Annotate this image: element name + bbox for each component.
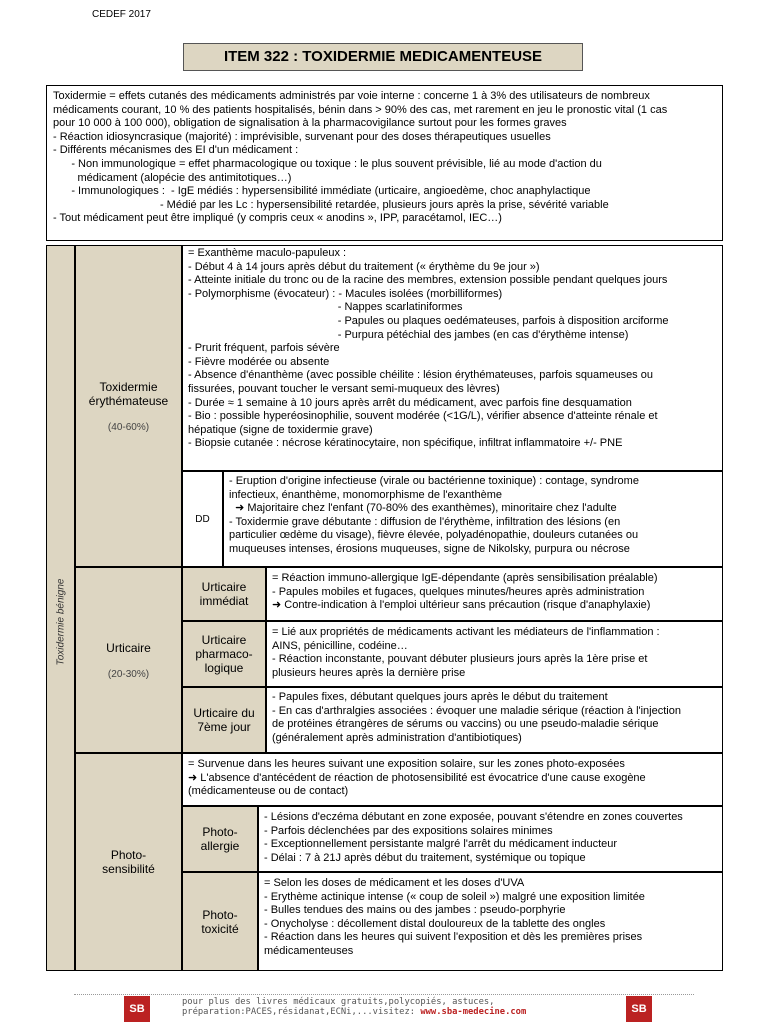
text-line: - Papules mobiles et fugaces, quelques minutes/heures après administration (272, 585, 645, 598)
side-label: Toxidermie bénigne (46, 245, 75, 971)
text-line: - Réaction idiosyncrasique (majorité) : imprévisible, survenant pour des doses thérapeutiques usuelles (53, 130, 551, 143)
text-line: - Absence d'énanthème (avec possible chéilite : lésion érythémateuses, parfois squameuses ou (188, 369, 653, 382)
text-line: - Différents mécanismes des EI d'un médicament : (53, 144, 299, 157)
footer-url[interactable]: www.sba-medecine.com (420, 1007, 527, 1017)
urt-pharm-content (266, 621, 723, 687)
urticaire-label: Urticaire (20-30%) (75, 567, 182, 753)
text-line: particulier œdème du visage), fièvre élevée, polyadénopathie, douleurs cutanées ou (229, 529, 639, 542)
text-line: - Erythème actinique intense (« coup de soleil ») malgré une exposition limitée (264, 890, 645, 903)
text-line: - Nappes scarlatiniformes (188, 301, 463, 314)
text-line: - Toxidermie grave débutante : diffusion de l'érythème, infiltration des lésions (en (229, 515, 621, 528)
footer-rule (74, 994, 694, 995)
text-line: de protéines étrangères de sérums ou vaccins) ou une pseudo-maladie sérique (272, 718, 659, 731)
text-line: - En cas d'arthralgies associées : évoquer une maladie sérique (réaction à l'injection (272, 704, 681, 717)
text-line: - Réaction dans les heures qui suivent l'exposition et dès les premières prises (264, 931, 643, 944)
photo-all-content (258, 806, 723, 872)
urt-pharm-label: Urticaire pharmaco-logique (182, 621, 266, 687)
text-line: AINS, pénicilline, codéine… (272, 639, 408, 652)
photo-all-label: Photo-allergie (182, 806, 258, 872)
text-line: muqueuses intenses, érosions muqueuses, signe de Nikolsky, purpura ou nécrose (229, 542, 630, 555)
urt-imm-label: Urticaire immédiat (182, 567, 266, 621)
text-line: (médicamenteuse ou de contact) (188, 785, 349, 798)
text-line: = Selon les doses de médicament et les doses d'UVA (264, 877, 525, 889)
text-line: ➜ Majoritaire chez l'enfant (70-80% des exanthèmes), minoritaire chez l'adulte (229, 502, 617, 515)
text-line: = Exanthème maculo-papuleux : (188, 247, 347, 259)
text-line: médicaments courant, 10 % des patients hospitalisés, bénin dans > 90% des cas, met rarement en jeu le pronostic vital (1 cas (53, 103, 668, 116)
toxidermie-content (182, 245, 723, 471)
text-line: - Parfois déclenchées par des expositions solaires minimes (264, 824, 553, 837)
text-line: - Médié par les Lc : hypersensibilité retardée, plusieurs jours après la prise, sévérité variable (53, 198, 609, 211)
text-line: infectieux, énanthème, monomorphisme de l'exanthème (229, 488, 502, 501)
text-line: médicamenteuses (264, 944, 354, 957)
text-line: - Non immunologique = effet pharmacologique ou toxique : le plus souvent prévisible, lié au mode d'action du (53, 157, 602, 170)
text-line: - Fièvre modérée ou absente (188, 355, 330, 368)
text-line: - Délai : 7 à 21J après début du traitement, systémique ou topique (264, 851, 586, 864)
text-line: hépatique (signe de toxidermie grave) (188, 423, 373, 436)
text-line: - Exceptionnellement persistante malgré l'arrêt du médicament inducteur (264, 838, 618, 851)
text-line: - Papules fixes, débutant quelques jours après le début du traitement (272, 691, 608, 703)
text-line: - Biopsie cutanée : nécrose kératinocytaire, non spécifique, infiltrat inflammatoire +/- PNE (188, 437, 623, 450)
text-line: = Réaction immuno-allergique IgE-dépendante (après sensibilisation préalable) (272, 572, 658, 584)
photo-tox-content (258, 872, 723, 971)
text-line: pour 10 000 à 100 000), obligation de signalisation à la pharmacovigilance surtout pour les formes graves (53, 117, 567, 130)
toxidermie-label: Toxidermie érythémateuse (40-60%) (75, 245, 182, 567)
text-line: ➜ Contre-indication à l'emploi ultérieur sans précaution (risque d'anaphylaxie) (272, 599, 651, 612)
urt-7-label: Urticaire du 7ème jour (182, 687, 266, 753)
page-title: ITEM 322 : TOXIDERMIE MEDICAMENTEUSE (183, 43, 583, 71)
intro-box (46, 85, 723, 241)
logo-right: SB (626, 996, 652, 1022)
text-line: - Papules ou plaques oedémateuses, parfois à disposition arciforme (188, 314, 669, 327)
logo-left: SB (124, 996, 150, 1022)
footer-text: pour plus des livres médicaux gratuits,polycopiés, astuces, préparation:PACES,résidanat,ECNi,...visitez: www.sba-medecine.com (182, 997, 527, 1017)
photo-label: Photo-sensibilité (75, 753, 182, 971)
text-line: - Prurit fréquent, parfois sévère (188, 342, 340, 355)
text-line: - Eruption d'origine infectieuse (virale ou bactérienne toxinique) : contage, syndrome (229, 475, 639, 487)
text-line: = Survenue dans les heures suivant une exposition solaire, sur les zones photo-exposées (188, 758, 625, 770)
text-line: médicament (alopécie des antimitotiques…) (53, 171, 292, 184)
text-line: fissurées, pouvant toucher le versant semi-muqueux des lèvres) (188, 382, 500, 395)
text-line: - Bulles tendues des mains ou des jambes : pseudo-porphyrie (264, 904, 566, 917)
text-line: - Onycholyse : décollement distal douloureux de la tablette des ongles (264, 917, 606, 930)
text-line: - Bio : possible hyperéosinophilie, souvent modérée (<1G/L), vérifier absence d'atteinte rénale et (188, 410, 658, 423)
photo-tox-label: Photo-toxicité (182, 872, 258, 971)
text-line: Toxidermie = effets cutanés des médicaments administrés par voie interne : concerne 1 à 3% des utilisateurs de nombreux (53, 90, 650, 102)
text-line: - Réaction inconstante, pouvant débuter plusieurs jours après la 1ère prise et (272, 653, 648, 666)
text-line: - Polymorphisme (évocateur) : - Macules isolées (morbilliformes) (188, 287, 503, 300)
header: CEDEF 2017 (92, 9, 151, 20)
photo-content (182, 753, 723, 806)
text-line: (généralement après administration d'antibiotiques) (272, 731, 522, 744)
text-line: - Purpura pétéchial des jambes (en cas d'érythème intense) (188, 328, 629, 341)
dd-label: DD (182, 471, 223, 567)
text-line: ➜ L'absence d'antécédent de réaction de photosensibilité est évocatrice d'une cause exogène (188, 771, 646, 784)
text-line: = Lié aux propriétés de médicaments activant les médiateurs de l'inflammation : (272, 626, 660, 638)
text-line: - Atteinte initiale du tronc ou de la racine des membres, extension possible pendant quelques jours (188, 274, 668, 287)
text-line: - Immunologiques : - IgE médiés : hypersensibilité immédiate (urticaire, angioedème, choc anaphylactique (53, 185, 591, 198)
urt-7-content (266, 687, 723, 753)
text-line: - Tout médicament peut être impliqué (y compris ceux « anodins », IPP, paracétamol, IEC…) (53, 212, 502, 225)
text-line: - Durée ≈ 1 semaine à 10 jours après arrêt du médicament, avec parfois fine desquamation (188, 396, 632, 409)
text-line: - Début 4 à 14 jours après début du traitement (« érythème du 9e jour ») (188, 260, 540, 273)
urt-imm-content (266, 567, 723, 621)
dd-content (223, 471, 723, 567)
text-line: - Lésions d'eczéma débutant en zone exposée, pouvant s'étendre en zones couvertes (264, 811, 683, 823)
text-line: plusieurs heures après la dernière prise (272, 666, 466, 679)
